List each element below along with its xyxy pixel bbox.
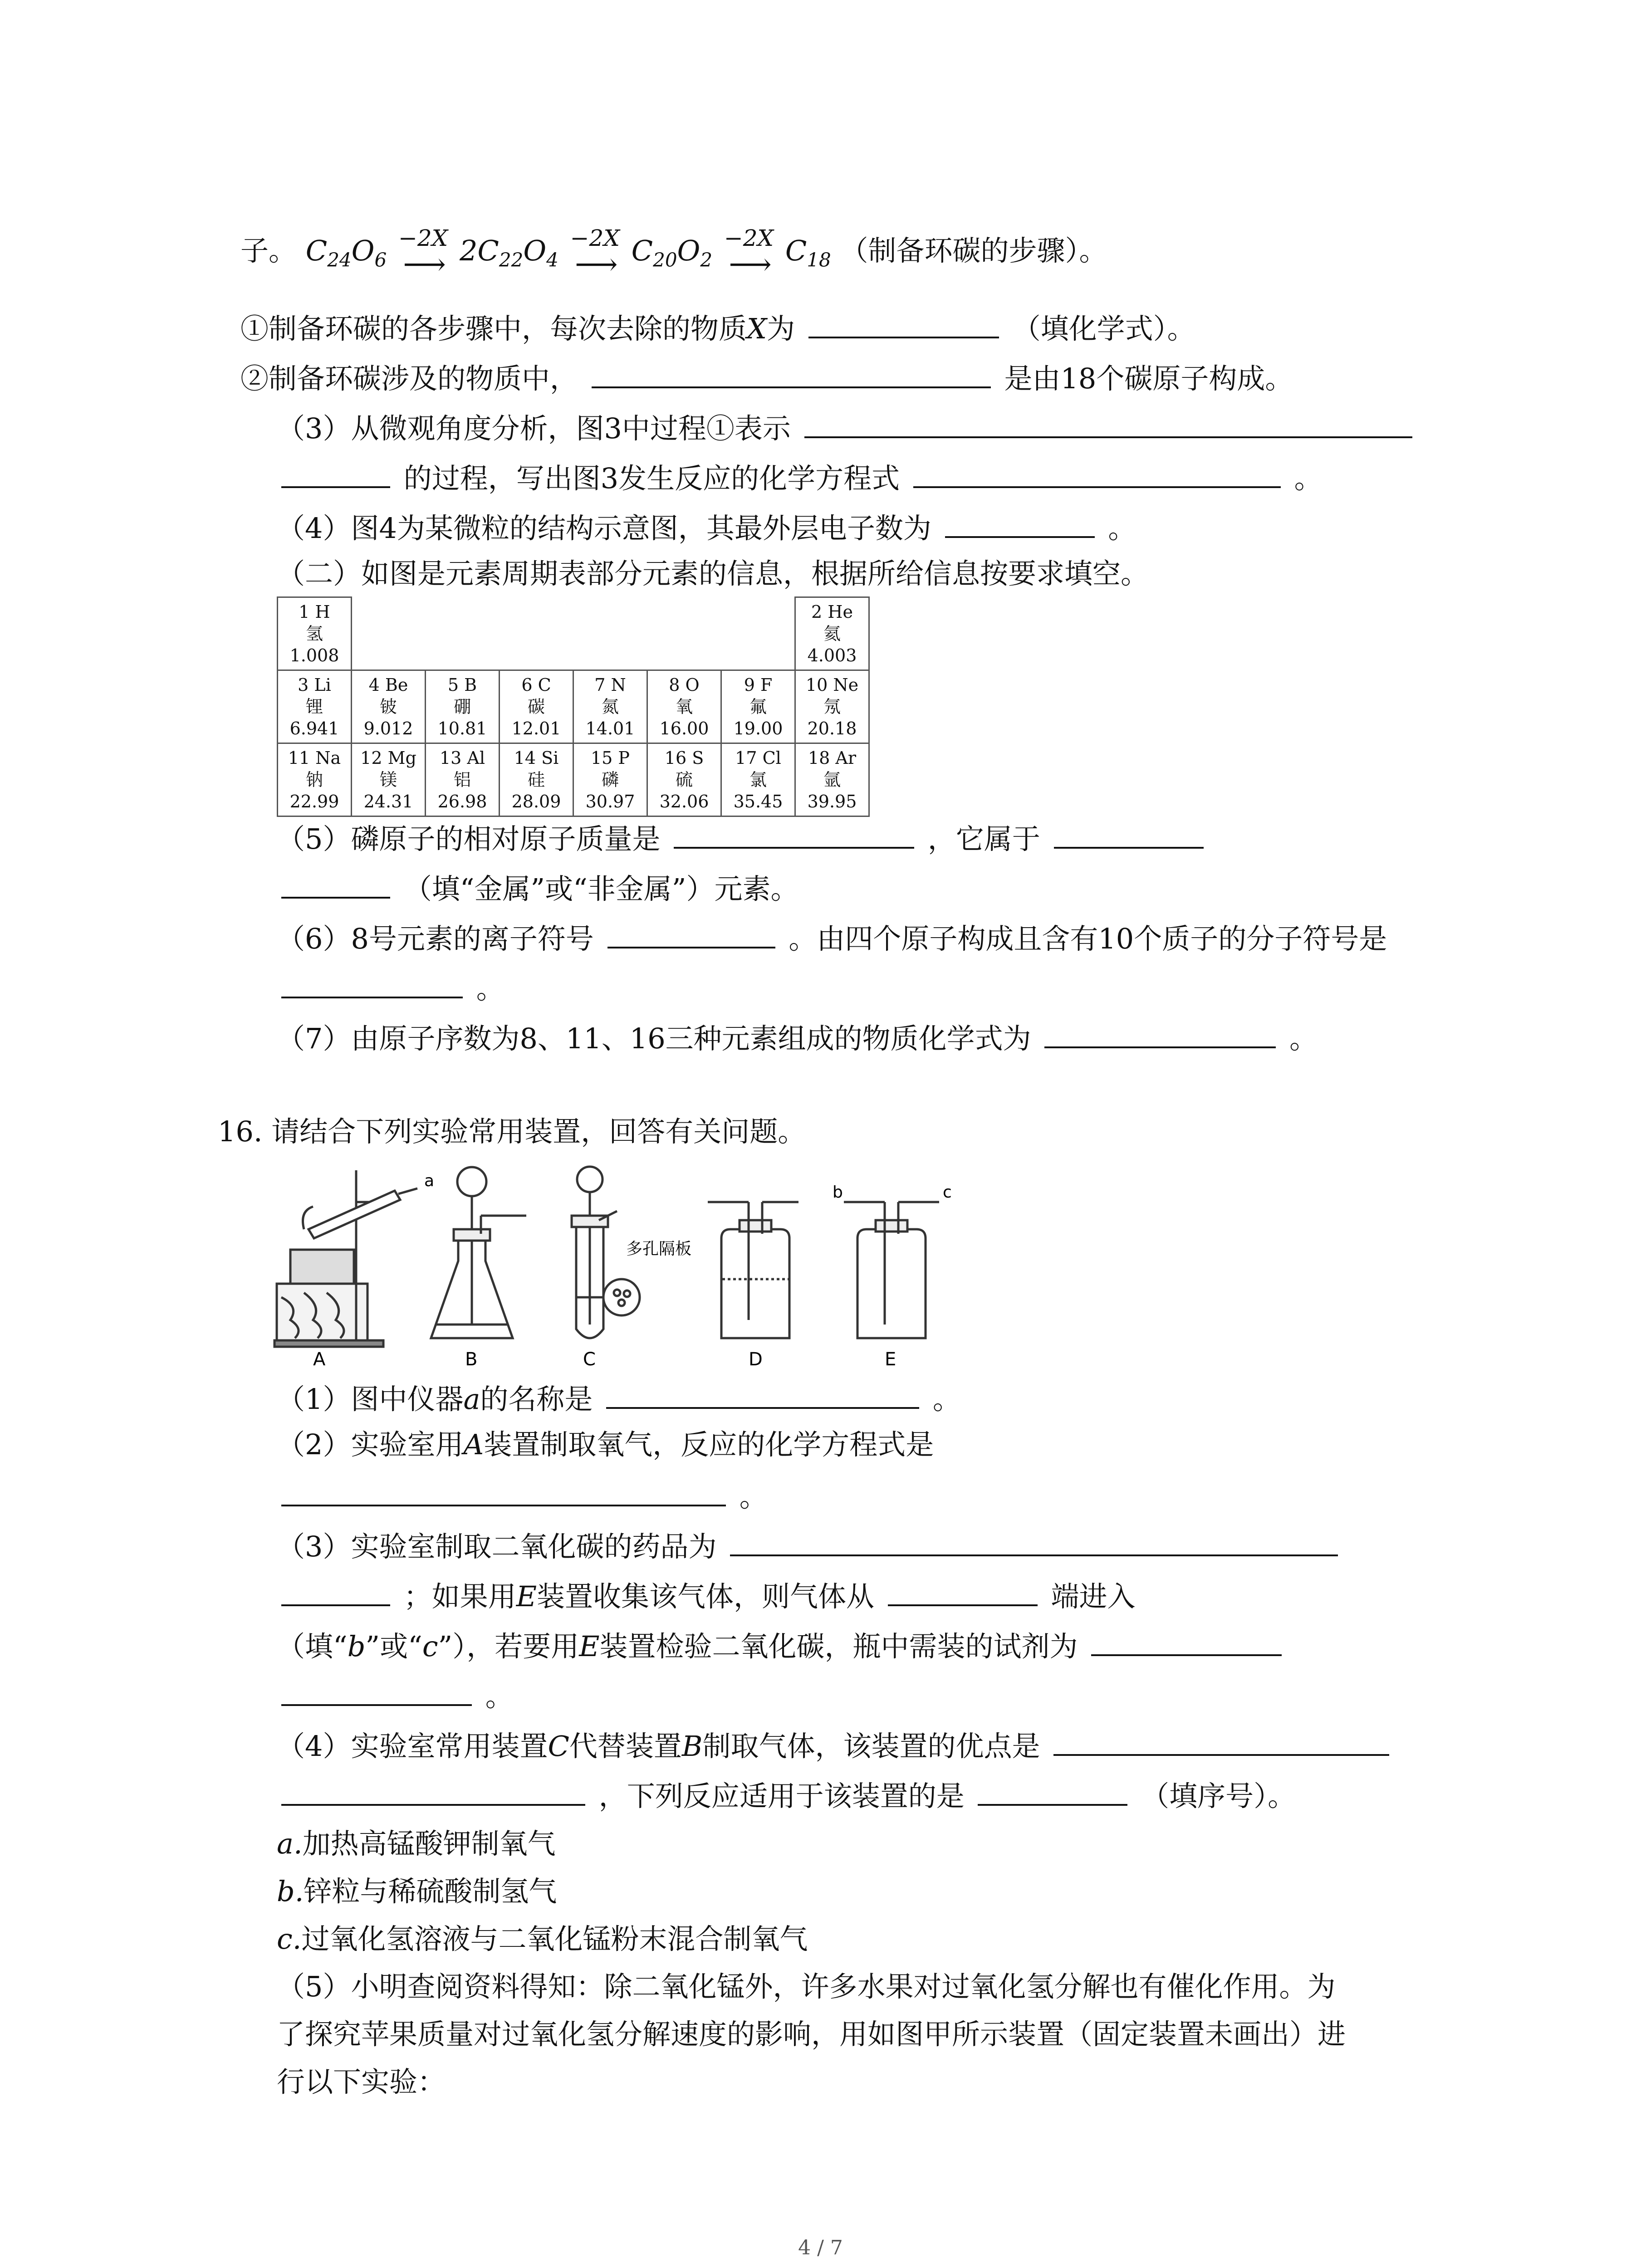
- element-cell-he: 2 He 氦 4.003: [795, 597, 869, 670]
- question-16-title: 16. 请结合下列实验常用装置，回答有关问题。: [218, 1115, 806, 1148]
- page-number: 4 / 7: [798, 2236, 843, 2259]
- answer-blank[interactable]: [674, 819, 914, 849]
- element-cell: 6 C 碳 12.01: [500, 670, 573, 743]
- paragraph-line: 了探究苹果质量对过氧化氢分解速度的影响，用如图甲所示装置（固定装置未画出）进: [277, 2018, 1346, 2051]
- caption-b: B: [465, 1349, 478, 1370]
- formula-line: [240, 225, 1107, 282]
- element-cell: 18 Ar 氩 39.95: [795, 743, 869, 816]
- option-b: b.锌粒与稀硫酸制氢气: [277, 1875, 557, 1908]
- element-cell: 8 O 氧 16.00: [647, 670, 721, 743]
- formula-c22o4: $2C_{22}O_4$: [459, 234, 558, 271]
- element-cell: 14 Si 硅 28.09: [500, 743, 573, 816]
- table-gap: [352, 597, 795, 670]
- reaction-arrow: −2X ⟶: [398, 225, 448, 282]
- question-line: （4）实验室常用装置C代替装置B制取气体，该装置的优点是: [277, 1726, 1394, 1765]
- answer-blank[interactable]: [978, 1776, 1127, 1806]
- reaction-arrow: −2X ⟶: [570, 225, 620, 282]
- element-cell: 3 Li 锂 6.941: [278, 670, 352, 743]
- element-cell: 12 Mg 镁 24.31: [352, 743, 426, 816]
- question-line: 的过程，写出图3发生反应的化学方程式 。: [277, 458, 1323, 497]
- answer-blank[interactable]: [1054, 819, 1204, 849]
- answer-blank[interactable]: [945, 508, 1095, 538]
- element-cell: 10 Ne 氖 20.18: [795, 670, 869, 743]
- element-cell-h: 1 H 氢 1.008: [278, 597, 352, 670]
- element-cell: 4 Be 铍 9.012: [352, 670, 426, 743]
- periodic-table: [277, 596, 870, 817]
- question-line: （1）图中仪器a的名称是 。: [277, 1379, 961, 1418]
- text: 子。: [240, 234, 297, 268]
- answer-blank[interactable]: [281, 869, 390, 899]
- label-b: b: [833, 1183, 843, 1202]
- answer-blank[interactable]: [281, 1676, 472, 1706]
- apparatus-e: [844, 1202, 939, 1338]
- label-c: c: [943, 1183, 952, 1202]
- question-line: （填“b”或“c”），若要用E装置检验二氧化碳，瓶中需装的试剂为: [277, 1626, 1286, 1665]
- element-cell: 7 N 氮 14.01: [573, 670, 647, 743]
- element-cell: 17 Cl 氯 35.45: [721, 743, 795, 816]
- answer-blank[interactable]: [592, 358, 991, 388]
- question-line: （填“金属”或“非金属”）元素。: [277, 869, 799, 907]
- element-cell: 9 F 氟 19.00: [721, 670, 795, 743]
- answer-blank[interactable]: [606, 1379, 919, 1409]
- caption-d: D: [749, 1349, 763, 1370]
- answer-blank[interactable]: [888, 1576, 1038, 1606]
- answer-blank[interactable]: [607, 919, 775, 948]
- answer-blank[interactable]: [804, 408, 1412, 438]
- answer-blank[interactable]: [281, 1576, 390, 1606]
- question-line: ，下列反应适用于该装置的是 （填序号）。: [277, 1776, 1296, 1814]
- caption-e: E: [885, 1349, 896, 1370]
- apparatus-a: [274, 1170, 417, 1347]
- answer-blank[interactable]: [730, 1526, 1338, 1556]
- reaction-arrow: −2X ⟶: [724, 225, 774, 282]
- element-cell: 5 B 硼 10.81: [426, 670, 500, 743]
- element-cell: 15 P 磷 30.97: [573, 743, 647, 816]
- label-a: a: [424, 1172, 435, 1190]
- answer-blank[interactable]: [913, 458, 1281, 488]
- apparatus-d: [708, 1202, 798, 1338]
- question-line: （2）实验室用A装置制取氧气，反应的化学方程式是: [277, 1428, 934, 1461]
- caption-c: C: [583, 1349, 596, 1370]
- answer-blank[interactable]: [281, 1476, 726, 1506]
- question-line: 。: [277, 968, 505, 1007]
- question-line: （4）图4为某微粒的结构示意图，其最外层电子数为 。: [277, 508, 1136, 547]
- option-c: c.过氧化氢溶液与二氧化锰粉末混合制氧气: [277, 1922, 808, 1955]
- answer-blank[interactable]: [1091, 1626, 1282, 1656]
- formula-c24o6: $C_{24}O_6$: [305, 234, 387, 271]
- section-heading: （二）如图是元素周期表部分元素的信息，根据所给信息按要求填空。: [277, 557, 1149, 590]
- option-a: a.加热高锰酸钾制氧气: [277, 1827, 556, 1860]
- question-line: （6）8号元素的离子符号 。由四个原子构成且含有10个质子的分子符号是: [277, 919, 1387, 957]
- question-line: （3）实验室制取二氧化碳的药品为: [277, 1526, 1342, 1565]
- question-line: ①制备环碳的各步骤中，每次去除的物质X为 （填化学式）。: [240, 308, 1195, 347]
- lab-apparatus-figure: [272, 1161, 980, 1370]
- question-line: （3）从微观角度分析，图3中过程①表示: [277, 408, 1417, 447]
- formula-c20o2: $C_{20}O_2$: [631, 234, 713, 271]
- answer-blank[interactable]: [281, 458, 390, 488]
- element-cell: 16 S 硫 32.06: [647, 743, 721, 816]
- paragraph-line: 行以下实验：: [277, 2065, 446, 2098]
- question-line: ；如果用E装置收集该气体，则气体从 端进入: [277, 1576, 1135, 1615]
- paragraph-line: （5）小明查阅资料得知：除二氧化锰外，许多水果对过氧化氢分解也有催化作用。为: [277, 1970, 1336, 2003]
- answer-blank[interactable]: [808, 308, 999, 338]
- answer-blank[interactable]: [281, 968, 463, 998]
- answer-blank[interactable]: [281, 1776, 585, 1806]
- question-line: （7）由原子序数为8、11、16三种元素组成的物质化学式为 。: [277, 1018, 1318, 1057]
- question-line: （5）磷原子的相对原子质量是 ，它属于: [277, 819, 1208, 857]
- formula-c18: $C_{18}$: [785, 234, 831, 271]
- answer-blank[interactable]: [1053, 1726, 1389, 1756]
- question-line: ②制备环碳涉及的物质中， 是由18个碳原子构成。: [240, 358, 1293, 397]
- text: （制备环碳的步骤）。: [840, 234, 1107, 268]
- element-cell: 13 Al 铝 26.98: [426, 743, 500, 816]
- apparatus-b: [431, 1167, 526, 1338]
- question-line: 。: [277, 1676, 514, 1715]
- answer-blank[interactable]: [1044, 1018, 1276, 1048]
- element-cell: 11 Na 钠 22.99: [278, 743, 352, 816]
- label-plate: 多孔隔板: [626, 1240, 692, 1258]
- question-line: 。: [277, 1476, 768, 1515]
- caption-a: A: [313, 1349, 326, 1370]
